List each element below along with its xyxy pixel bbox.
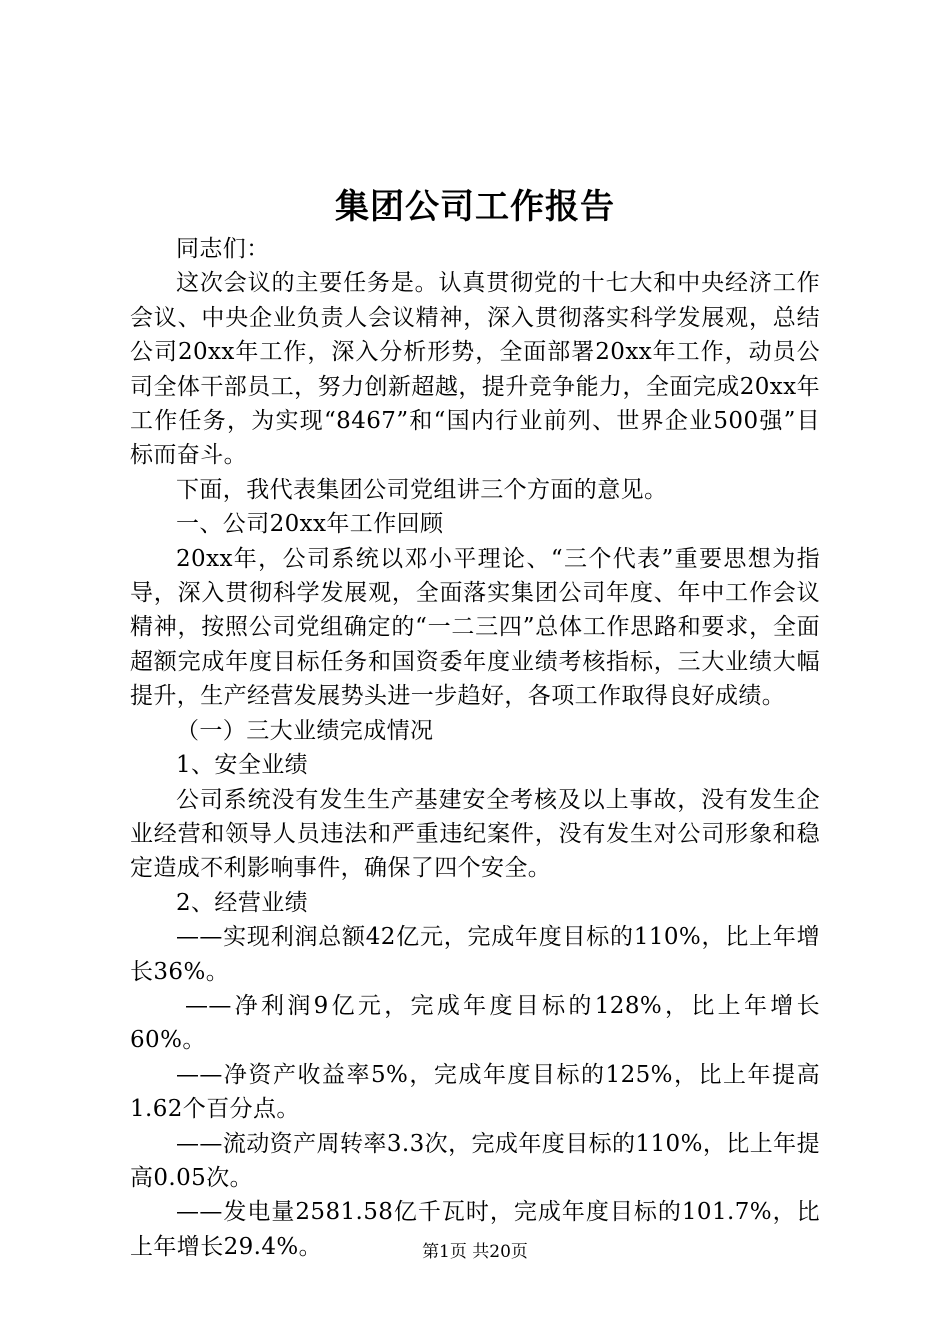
body-paragraph: 20xx年，公司系统以邓小平理论、“三个代表”重要思想为指导，深入贯彻科学发展观，全面落实集团公司年度、年中工作会议精神，按照公司党组确定的“一二三四”总体工作思路和要求，全面超额完成年度目标任务和国资委年度业绩考核指标，三大业绩大幅提升，生产经营发展势头进一步趋好，各项工作取得良好成绩。 xyxy=(130,545,820,710)
metric-item: ——实现利润总额42亿元，完成年度目标的110%，比上年增长36%。 xyxy=(130,924,820,985)
document-title: 集团公司工作报告 xyxy=(335,187,615,227)
section-heading: 一、公司20xx年工作回顾 xyxy=(176,511,444,538)
subsection-heading: （一）三大业绩完成情况 xyxy=(176,717,434,744)
body-paragraph: 下面，我代表集团公司党组讲三个方面的意见。 xyxy=(176,476,668,503)
body-paragraph: 公司系统没有发生生产基建安全考核及以上事故，没有发生企业经营和领导人员违法和严重违纪案件，没有发生对公司形象和稳定造成不利影响事件，确保了四个安全。 xyxy=(130,786,820,882)
salutation-paragraph: 同志们： xyxy=(176,236,270,262)
item-heading: 2、经营业绩 xyxy=(176,889,309,916)
metric-item: ——净利润9亿元，完成年度目标的128%，比上年增长60%。 xyxy=(130,992,820,1054)
metric-item: ——净资产收益率5%，完成年度目标的125%，比上年提高1.62个百分点。 xyxy=(130,1061,820,1123)
body-paragraph: 这次会议的主要任务是。认真贯彻党的十七大和中央经济工作会议、中央企业负责人会议精神，深入贯彻落实科学发展观，总结公司20xx年工作，深入分析形势，全面部署20xx年工作，动员公司全体干部员工，努力创新超越，提升竞争能力，全面完成20xx年工作任务，为实现“8467”和“国内行业前列、世界企业500强”目标而奋斗。 xyxy=(130,270,820,469)
metric-item: ——流动资产周转率3.3次，完成年度目标的110%，比上年提高0.05次。 xyxy=(130,1130,820,1191)
document-body xyxy=(130,232,820,1264)
metric-item: ——发电量2581.58亿千瓦时，完成年度目标的101.7%，比上年增长29.4%。 xyxy=(130,1199,820,1260)
page-number-footer: 第1页 共20页 xyxy=(422,1242,528,1262)
item-heading: 1、安全业绩 xyxy=(176,752,309,779)
